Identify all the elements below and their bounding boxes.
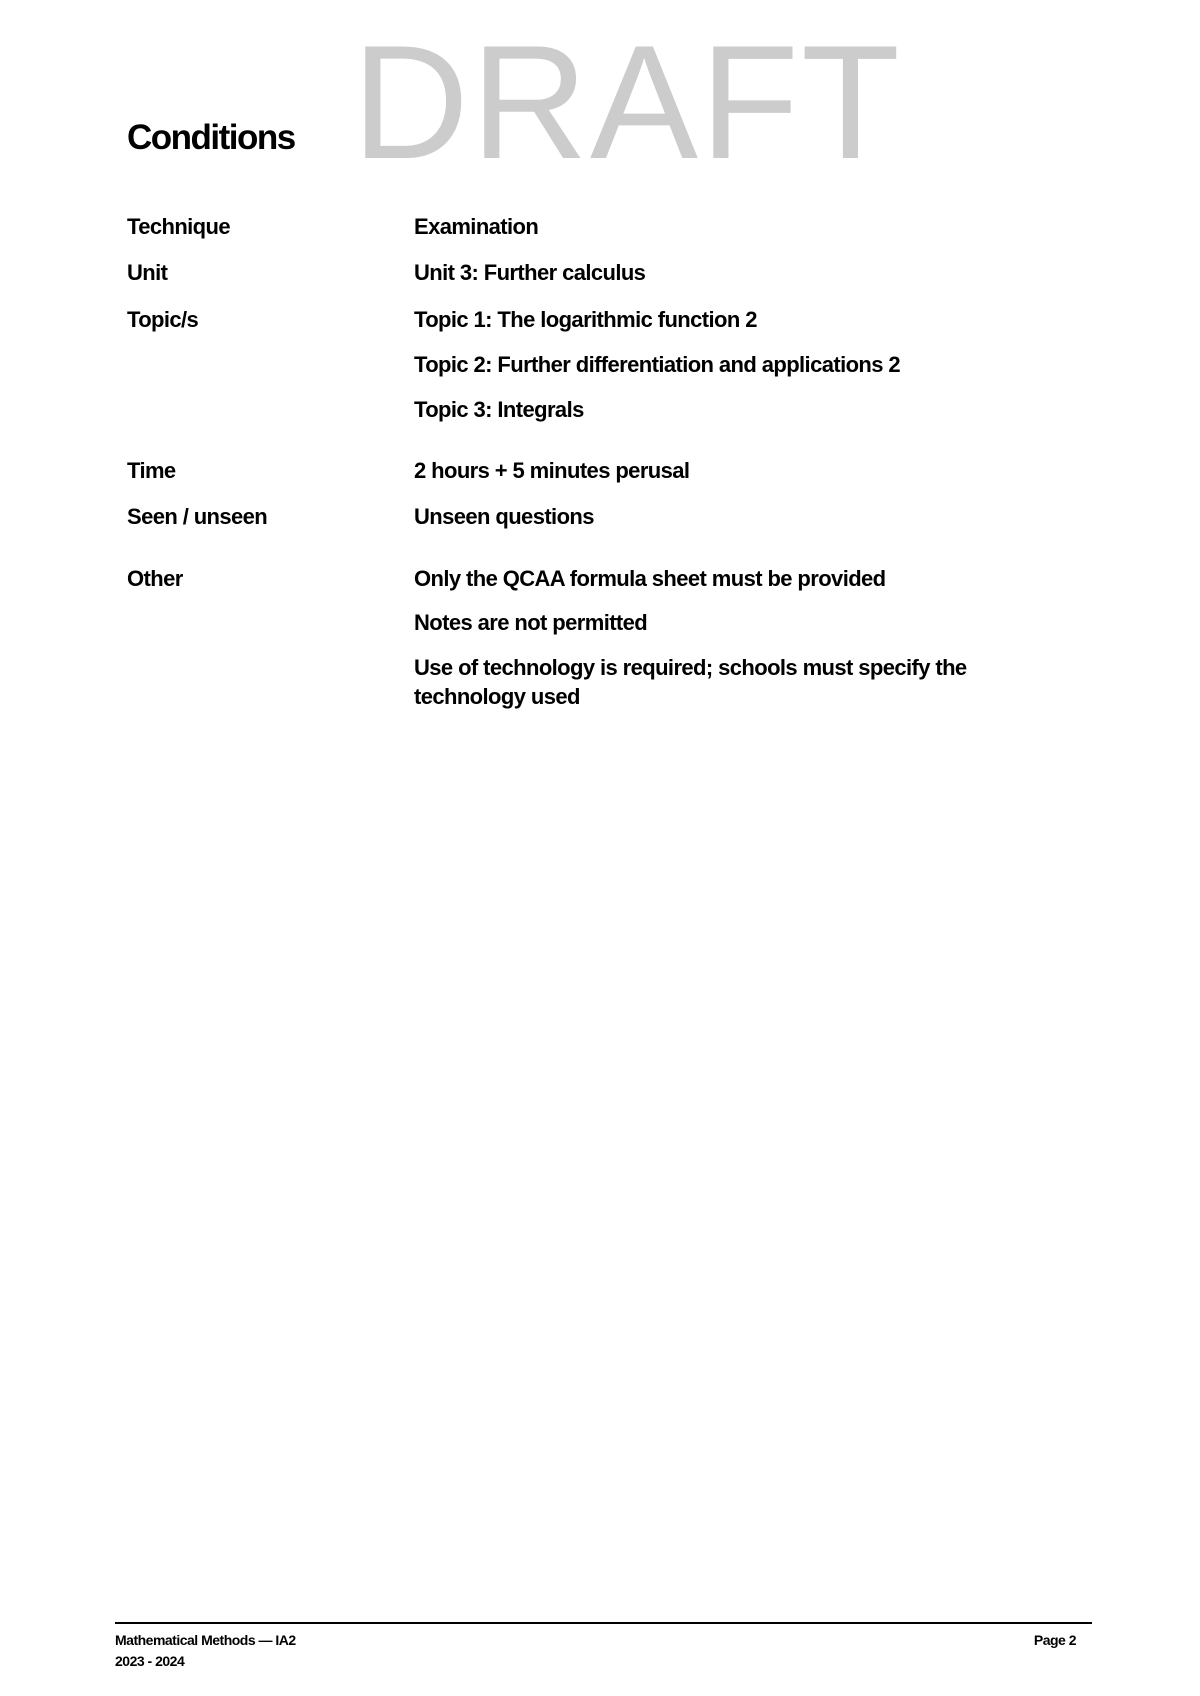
condition-value-time: 2 hours + 5 minutes perusal [414, 458, 690, 483]
condition-value-unit: Unit 3: Further calculus [414, 260, 646, 285]
condition-label-seen-unseen: Seen / unseen [127, 504, 268, 529]
condition-value-seen-unseen: Unseen questions [414, 504, 594, 529]
condition-label-time: Time [127, 458, 176, 483]
condition-value-technique: Examination [414, 214, 539, 239]
footer-divider [115, 1622, 1092, 1624]
footer-page-number: Page 2 [1033, 1632, 1076, 1648]
condition-label-technique: Technique [127, 214, 230, 239]
footer-left [115, 1630, 296, 1672]
footer-subject: Mathematical Methods — IA2 [115, 1632, 296, 1648]
condition-value-topic-1: Topic 1: The logarithmic function 2 [414, 307, 757, 332]
condition-label-topics: Topic/s [127, 307, 199, 332]
condition-value-topic-3: Topic 3: Integrals [414, 397, 584, 422]
page-title: Conditions [127, 118, 295, 157]
condition-value-other-3: Use of technology is required; schools must specify the technology used [414, 655, 967, 709]
footer-years: 2023 - 2024 [115, 1653, 185, 1669]
condition-label-unit: Unit [127, 260, 168, 285]
condition-value-other-2: Notes are not permitted [414, 610, 648, 635]
draft-watermark: DRAFT [352, 12, 902, 193]
condition-value-other-1: Only the QCAA formula sheet must be provided [414, 566, 886, 591]
condition-label-other: Other [127, 566, 183, 591]
condition-value-topic-2: Topic 2: Further differentiation and applications 2 [414, 352, 901, 377]
